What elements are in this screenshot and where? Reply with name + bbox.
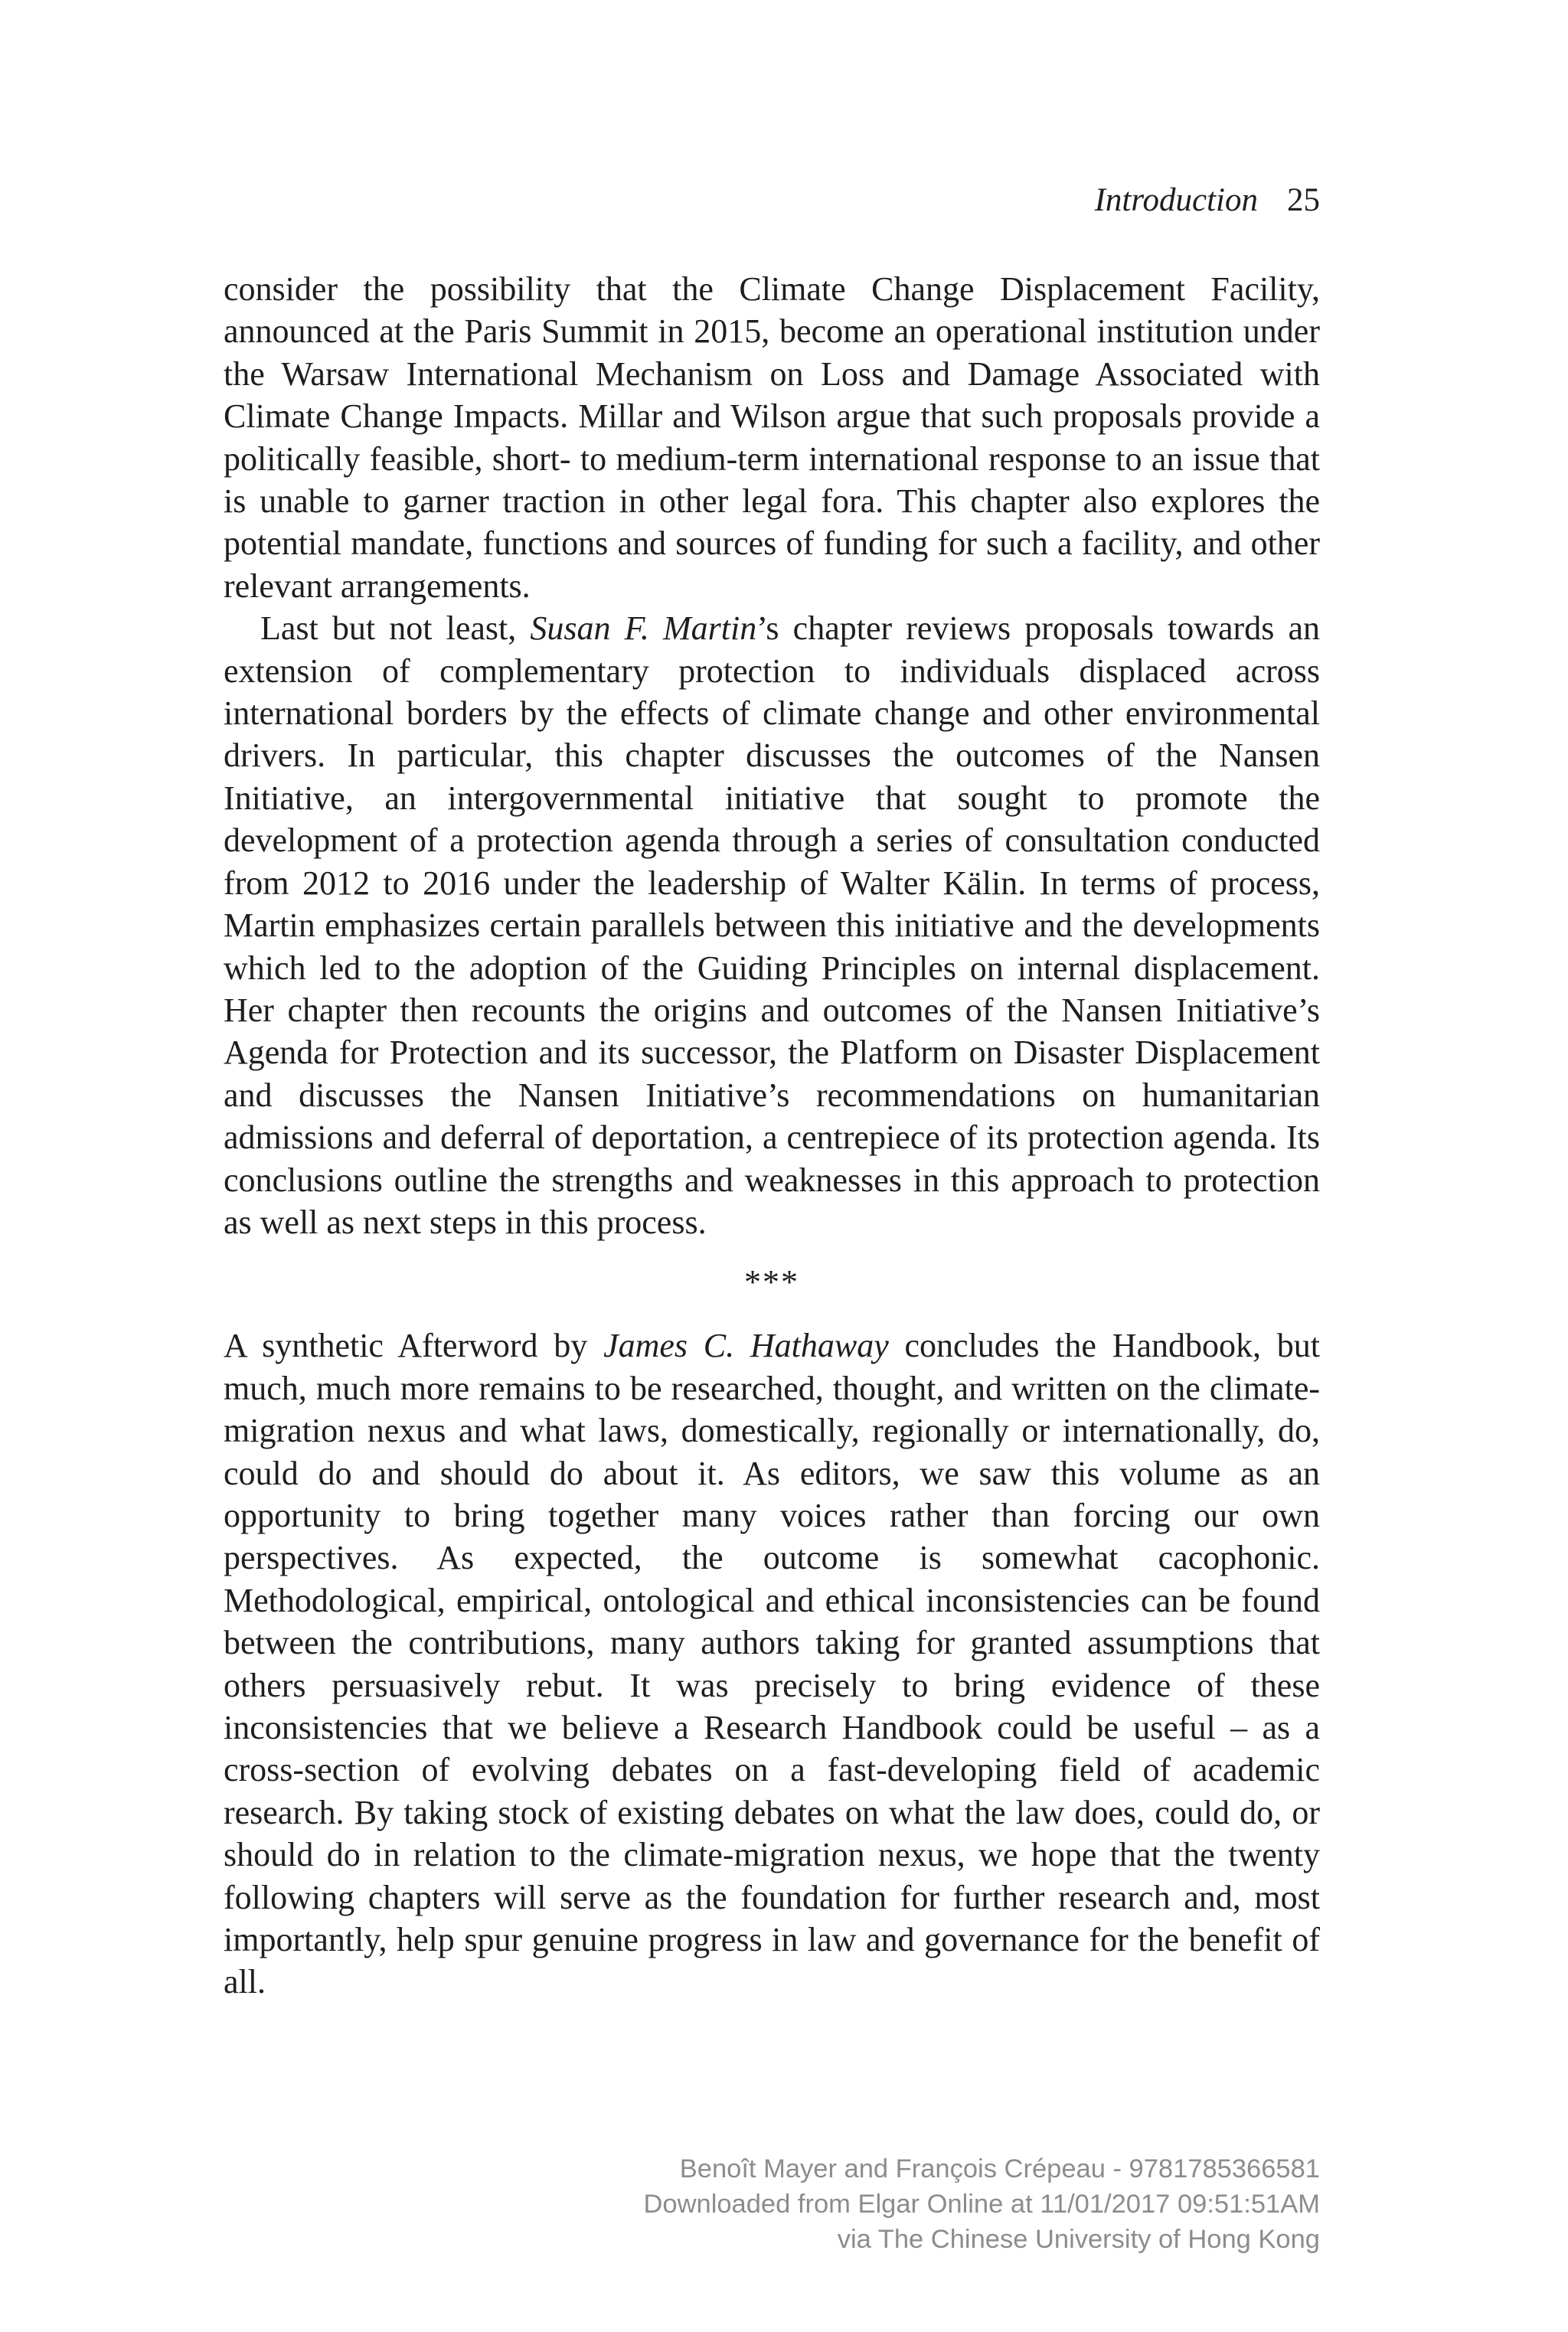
running-title: Introduction [1094, 182, 1258, 218]
page-number: 25 [1287, 182, 1320, 218]
paragraph-2-rest: ’s chapter reviews proposals towards an extension of complementary protection to individuals displaced across international borders by the effects of climate change and other environmental drivers. In particular, this chapter discusses the outcomes of the Nansen Initiative, an intergovernmental initiative that sought to promote the development of a protection agenda through a series of consultation conducted from 2012 to 2016 under the leadership of Walter Kälin. In terms of process, Martin emphasizes certain parallels between this initiative and the developments which led to the adoption of the Guiding Principles on internal displacement. Her chapter then recounts the origins and outcomes of the Nansen Initiative’s Agenda for Protection and its successor, the Platform on Disaster Displacement and discusses the Nansen Initiative’s recommendations on humanitarian admissions and deferral of deportation, a centrepiece of its protection agenda. Its conclusions outline the strengths and weaknesses in this approach to protection as well as next steps in this process. [224, 609, 1320, 1241]
paragraph-2-lead: Last but not least, [260, 609, 531, 648]
download-watermark [643, 2151, 1320, 2257]
paragraph-1: consider the possibility that the Climate Change Displacement Facility, announced at the Paris Summit in 2015, become an operational institution under the Warsaw International Mechanism on Loss and Damage Associated with Climate Change Impacts. Millar and Wilson argue that such proposals provide a politically feasible, short- to medium-term international response to an issue that is unable to garner traction in other legal fora. This chapter also explores the potential mandate, functions and sources of funding for such a facility, and other relevant arrangements. [224, 270, 1320, 605]
paragraph-3 [224, 1324, 1320, 2004]
running-head [1095, 181, 1320, 220]
paragraph-3-rest: concludes the Handbook, but much, much more remains to be researched, thought, and written on the climate-migration nexus and what laws, domestically, regionally or internationally, do, could do and should do about it. As editors, we saw this volume as an opportunity to bring together many voices rather than forcing our own perspectives. As expected, the outcome is somewhat cacophonic. Methodological, empirical, ontological and ethical inconsistencies can be found between the contributions, many authors taking for granted assumptions that others persuasively rebut. It was precisely to bring evidence of these inconsistencies that we believe a Research Handbook could be useful – as a cross-section of evolving debates on a fast-developing field of academic research. By taking stock of existing debates on what the law does, could do, or should do in relation to the climate-migration nexus, we hope that the twenty following chapters will serve as the foundation for further research and, most importantly, help spur genuine progress in law and governance for the benefit of all. [224, 1327, 1321, 2001]
section-separator: *** [744, 1263, 799, 1302]
paragraph-2 [224, 607, 1320, 1243]
watermark-line-1: Benoît Mayer and François Crépeau - 9781785366581 [679, 2154, 1320, 2183]
author-name-martin: Susan F. Martin [530, 609, 757, 648]
watermark-line-3: via The Chinese University of Hong Kong [837, 2225, 1320, 2254]
watermark-line-2: Downloaded from Elgar Online at 11/01/2017 09:51:51AM [643, 2190, 1320, 2219]
author-name-hathaway: James C. Hathaway [603, 1327, 889, 1365]
paragraph-3-lead: A synthetic Afterword by [224, 1327, 604, 1365]
body-text [224, 268, 1320, 2004]
